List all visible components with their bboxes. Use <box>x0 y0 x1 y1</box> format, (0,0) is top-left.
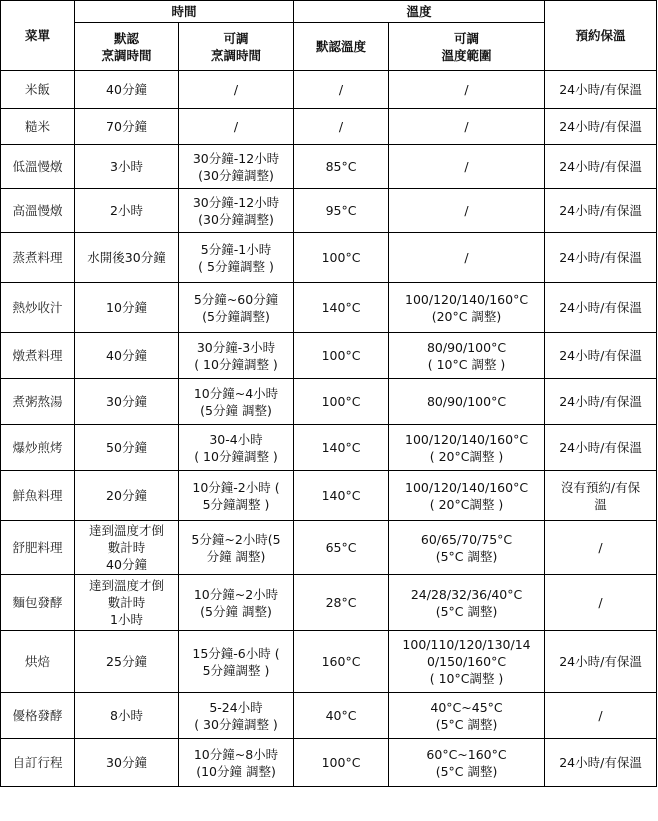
cell-menu: 低溫慢燉 <box>1 145 75 189</box>
table-row <box>1 425 657 471</box>
table-header <box>1 1 657 71</box>
cell-menu: 麵包發酵 <box>1 575 75 631</box>
cell-default-time: 25分鐘 <box>75 631 179 693</box>
cell-default-time: 40分鐘 <box>75 333 179 379</box>
table-row <box>1 631 657 693</box>
cell-temp-range: 100/120/140/160°C ( 20°C調整 ) <box>389 471 545 521</box>
cell-default-temp: 160°C <box>294 631 389 693</box>
cell-default-temp: / <box>294 71 389 109</box>
header-temp-group: 溫度 <box>294 1 545 23</box>
header-default-temp: 默認溫度 <box>294 23 389 71</box>
cell-reserve: / <box>545 575 657 631</box>
cell-reserve: 24小時/有保溫 <box>545 379 657 425</box>
table-row <box>1 109 657 145</box>
cell-temp-range: 80/90/100°C <box>389 379 545 425</box>
cell-default-temp: 140°C <box>294 471 389 521</box>
header-row-groups <box>1 1 657 23</box>
header-default-time: 默認 烹調時間 <box>75 23 179 71</box>
cell-default-time: 30分鐘 <box>75 379 179 425</box>
cell-temp-range: / <box>389 109 545 145</box>
cell-adjust-time: 10分鐘~2小時 (5分鐘 調整) <box>179 575 294 631</box>
table-row <box>1 471 657 521</box>
cell-adjust-time: 5分鐘~2小時(5 分鐘 調整) <box>179 521 294 575</box>
cell-reserve: 24小時/有保溫 <box>545 71 657 109</box>
table-row <box>1 145 657 189</box>
cell-default-time: 10分鐘 <box>75 283 179 333</box>
cell-default-temp: 95°C <box>294 189 389 233</box>
table-row <box>1 693 657 739</box>
cell-default-temp: / <box>294 109 389 145</box>
cell-reserve: / <box>545 521 657 575</box>
cell-temp-range: 80/90/100°C ( 10°C 調整 ) <box>389 333 545 379</box>
cell-default-time: 達到溫度才倒 數計時 1小時 <box>75 575 179 631</box>
cell-adjust-time: 30-4小時 ( 10分鐘調整 ) <box>179 425 294 471</box>
table-row <box>1 71 657 109</box>
cell-menu: 烘焙 <box>1 631 75 693</box>
cell-temp-range: 100/120/140/160°C ( 20°C調整 ) <box>389 425 545 471</box>
cell-default-temp: 100°C <box>294 333 389 379</box>
cell-reserve: 24小時/有保溫 <box>545 283 657 333</box>
cell-adjust-time: 30分鐘-12小時 (30分鐘調整) <box>179 145 294 189</box>
cell-default-time: 50分鐘 <box>75 425 179 471</box>
cell-adjust-time: 30分鐘-12小時 (30分鐘調整) <box>179 189 294 233</box>
cell-menu: 糙米 <box>1 109 75 145</box>
cell-adjust-time: 5-24小時 ( 30分鐘調整 ) <box>179 693 294 739</box>
header-menu: 菜單 <box>1 1 75 71</box>
cell-menu: 自訂行程 <box>1 739 75 787</box>
cell-temp-range: / <box>389 145 545 189</box>
header-adjust-time: 可調 烹調時間 <box>179 23 294 71</box>
cell-default-time: 70分鐘 <box>75 109 179 145</box>
cell-default-temp: 140°C <box>294 425 389 471</box>
cell-temp-range: 40°C~45°C (5°C 調整) <box>389 693 545 739</box>
header-time-group: 時間 <box>75 1 294 23</box>
cell-adjust-time: / <box>179 109 294 145</box>
table-row <box>1 521 657 575</box>
table-row <box>1 189 657 233</box>
cell-default-temp: 65°C <box>294 521 389 575</box>
cell-reserve: 24小時/有保溫 <box>545 109 657 145</box>
cell-default-time: 30分鐘 <box>75 739 179 787</box>
cell-default-time: 2小時 <box>75 189 179 233</box>
table-row <box>1 333 657 379</box>
cell-default-time: 20分鐘 <box>75 471 179 521</box>
cell-temp-range: / <box>389 189 545 233</box>
cell-adjust-time: / <box>179 71 294 109</box>
cell-adjust-time: 5分鐘~60分鐘 (5分鐘調整) <box>179 283 294 333</box>
cell-default-temp: 40°C <box>294 693 389 739</box>
cell-menu: 米飯 <box>1 71 75 109</box>
cell-reserve: / <box>545 693 657 739</box>
table-row <box>1 739 657 787</box>
cell-reserve: 24小時/有保溫 <box>545 631 657 693</box>
table-row <box>1 283 657 333</box>
cell-default-temp: 28°C <box>294 575 389 631</box>
cell-temp-range: / <box>389 71 545 109</box>
table-row <box>1 233 657 283</box>
table-row <box>1 379 657 425</box>
cell-adjust-time: 10分鐘~8小時 (10分鐘 調整) <box>179 739 294 787</box>
cell-reserve: 24小時/有保溫 <box>545 425 657 471</box>
cell-default-time: 達到溫度才倒 數計時 40分鐘 <box>75 521 179 575</box>
cell-temp-range: 100/110/120/130/14 0/150/160°C ( 10°C調整 ) <box>389 631 545 693</box>
cell-default-time: 3小時 <box>75 145 179 189</box>
cell-adjust-time: 5分鐘-1小時 ( 5分鐘調整 ) <box>179 233 294 283</box>
cell-default-temp: 100°C <box>294 379 389 425</box>
cell-reserve: 24小時/有保溫 <box>545 739 657 787</box>
cell-reserve: 24小時/有保溫 <box>545 333 657 379</box>
cell-reserve: 24小時/有保溫 <box>545 233 657 283</box>
cell-menu: 優格發酵 <box>1 693 75 739</box>
cell-temp-range: / <box>389 233 545 283</box>
cell-adjust-time: 30分鐘-3小時 ( 10分鐘調整 ) <box>179 333 294 379</box>
cell-menu: 高溫慢燉 <box>1 189 75 233</box>
header-temp-range: 可調 溫度範圍 <box>389 23 545 71</box>
cell-menu: 熱炒收汁 <box>1 283 75 333</box>
cell-temp-range: 100/120/140/160°C (20°C 調整) <box>389 283 545 333</box>
cell-menu: 舒肥料理 <box>1 521 75 575</box>
cell-default-temp: 85°C <box>294 145 389 189</box>
cell-adjust-time: 15分鐘-6小時 ( 5分鐘調整 ) <box>179 631 294 693</box>
cell-reserve: 沒有預約/有保 溫 <box>545 471 657 521</box>
table-body <box>1 71 657 787</box>
cell-menu: 鮮魚料理 <box>1 471 75 521</box>
cell-reserve: 24小時/有保溫 <box>545 145 657 189</box>
cell-reserve: 24小時/有保溫 <box>545 189 657 233</box>
cell-default-time: 水開後30分鐘 <box>75 233 179 283</box>
cell-default-time: 40分鐘 <box>75 71 179 109</box>
cell-default-temp: 140°C <box>294 283 389 333</box>
cell-temp-range: 60/65/70/75°C (5°C 調整) <box>389 521 545 575</box>
cell-adjust-time: 10分鐘-2小時 ( 5分鐘調整 ) <box>179 471 294 521</box>
cell-adjust-time: 10分鐘~4小時 (5分鐘 調整) <box>179 379 294 425</box>
cell-menu: 蒸煮料理 <box>1 233 75 283</box>
cell-menu: 爆炒煎烤 <box>1 425 75 471</box>
cell-temp-range: 24/28/32/36/40°C (5°C 調整) <box>389 575 545 631</box>
header-reserve: 預約保溫 <box>545 1 657 71</box>
cell-default-temp: 100°C <box>294 233 389 283</box>
cell-default-time: 8小時 <box>75 693 179 739</box>
cell-default-temp: 100°C <box>294 739 389 787</box>
cell-temp-range: 60°C~160°C (5°C 調整) <box>389 739 545 787</box>
table-row <box>1 575 657 631</box>
cell-menu: 煮粥熬湯 <box>1 379 75 425</box>
cell-menu: 燉煮料理 <box>1 333 75 379</box>
